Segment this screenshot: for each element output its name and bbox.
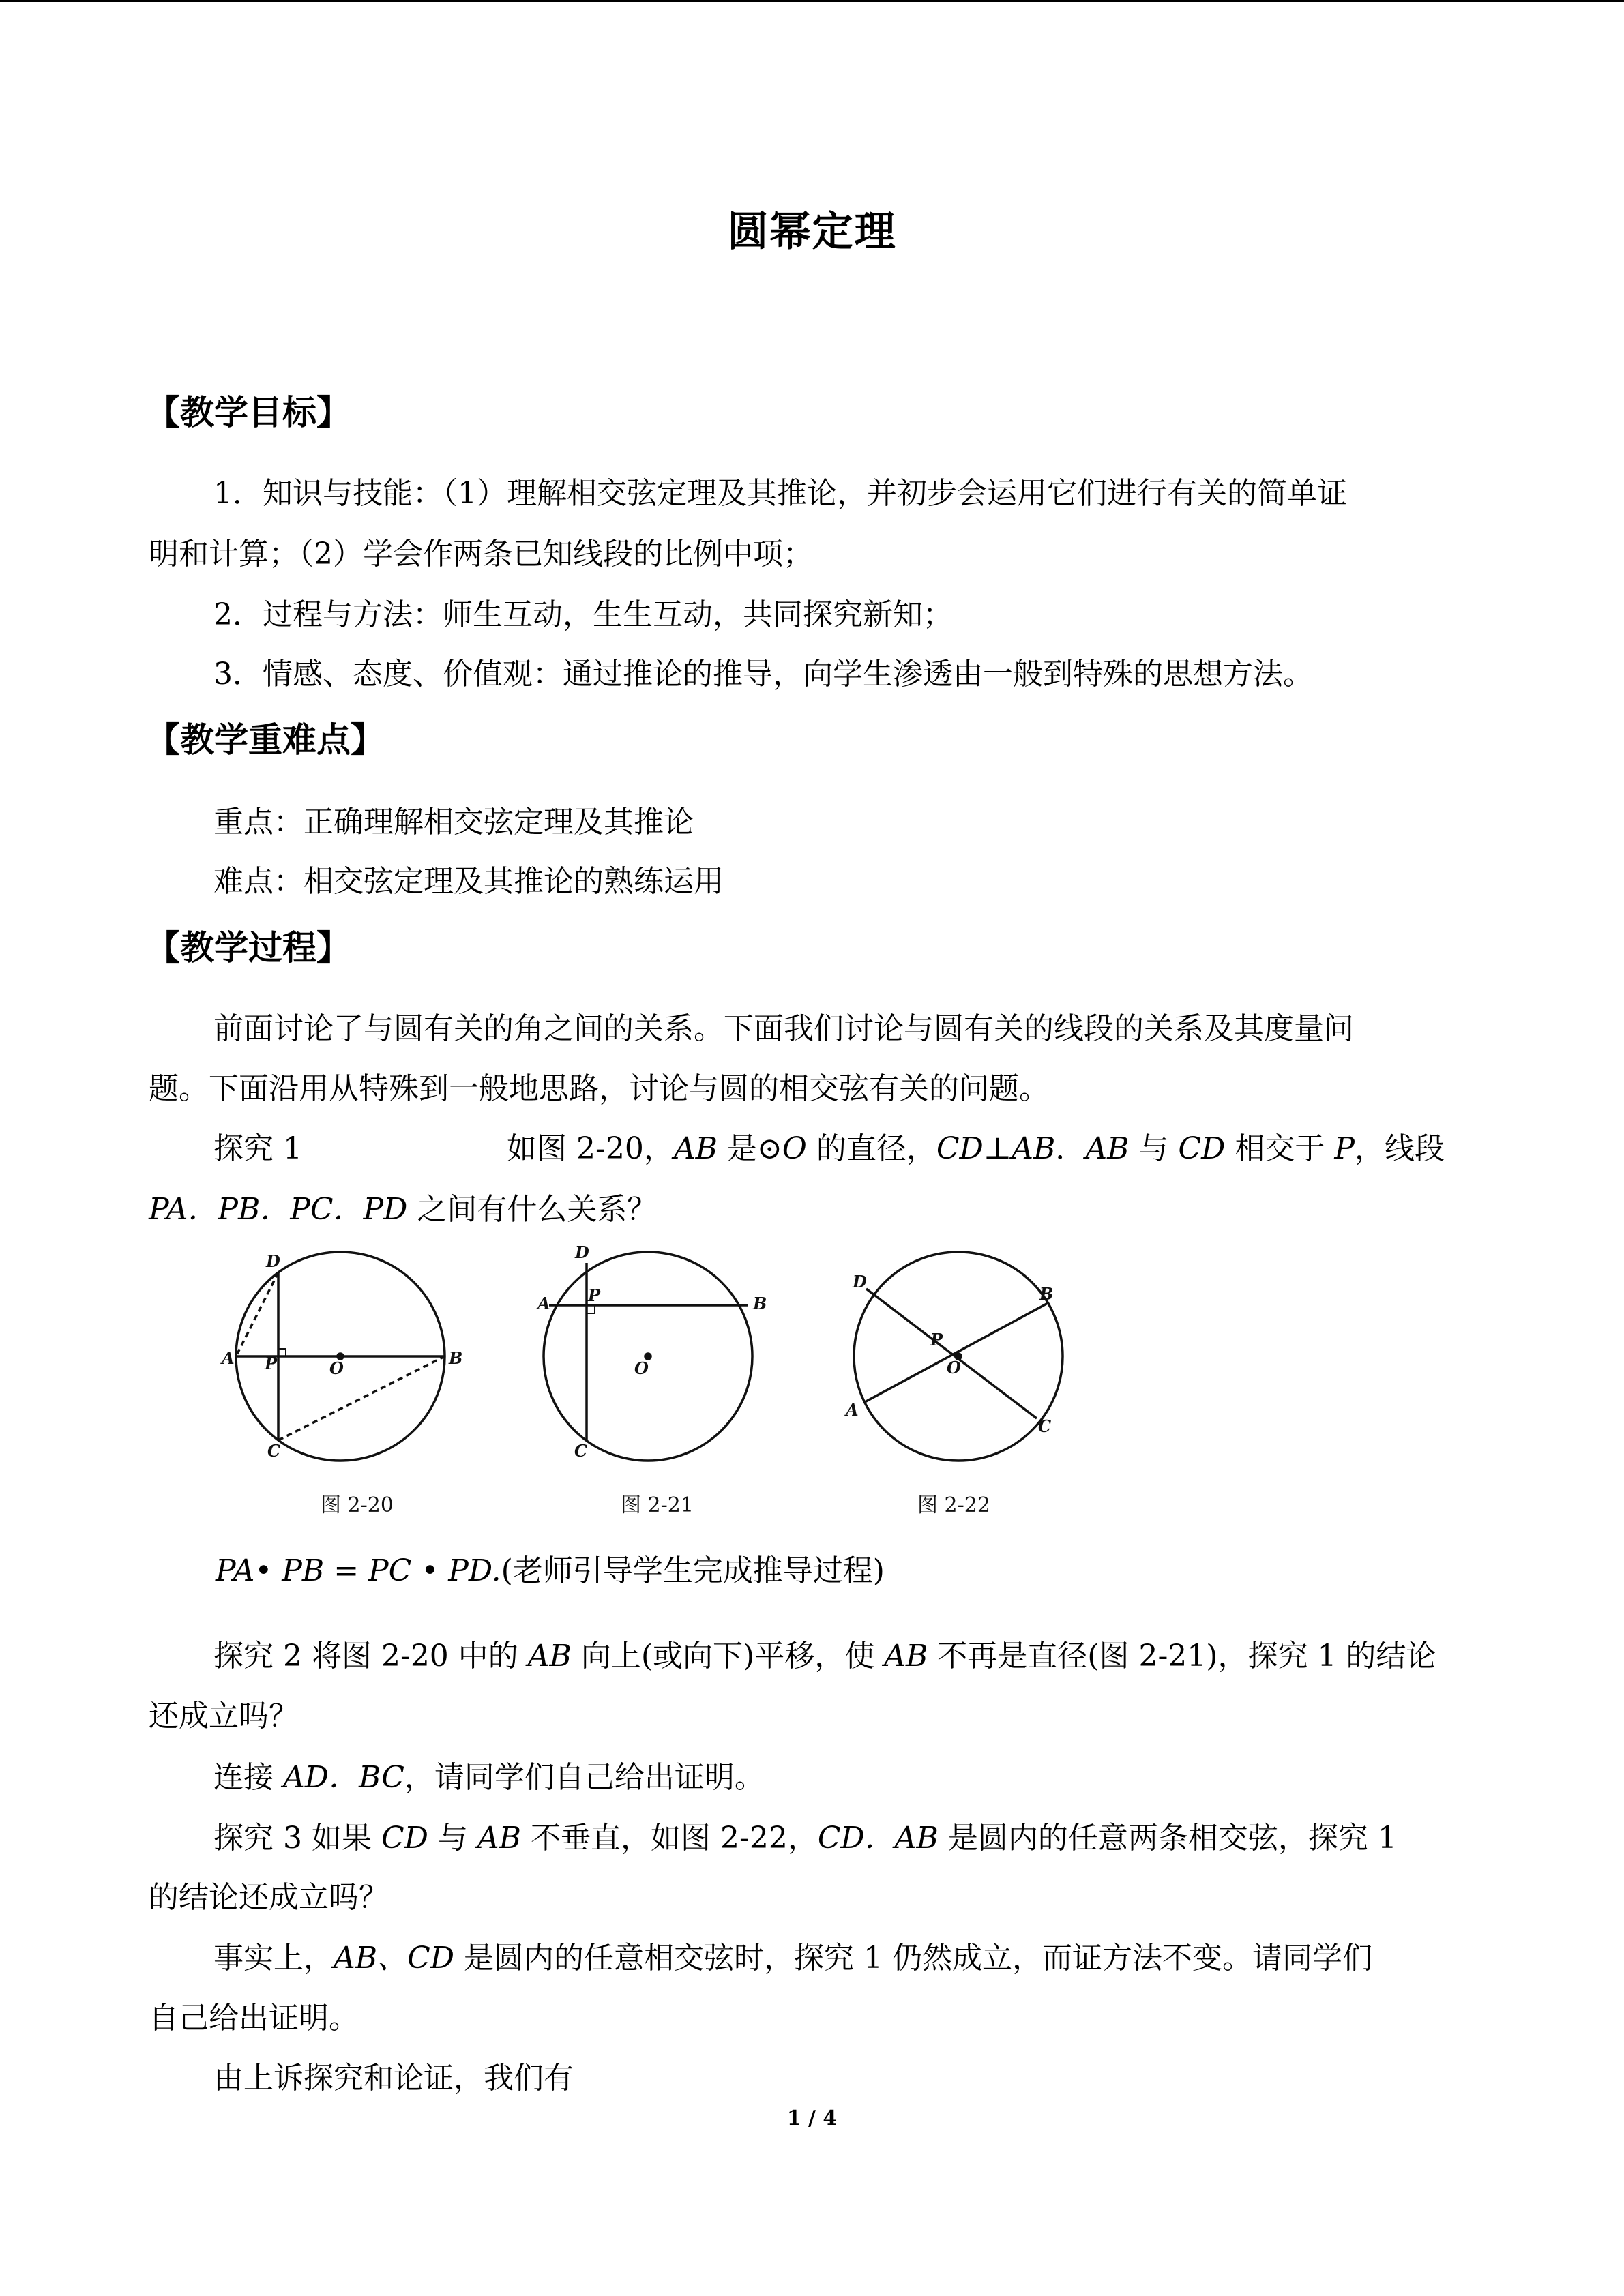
fig20-dashed-cb (278, 1356, 445, 1440)
difficult-point: 难点：相交弦定理及其推论的熟练运用 (213, 864, 724, 899)
connect-line: 连接 AD．BC，请同学们自己给出证明。 (213, 1760, 765, 1795)
fig22-label-o: O (947, 1358, 961, 1377)
top-border (0, 0, 1624, 2)
fig20-label-p: P (265, 1354, 278, 1373)
figure-row (205, 1234, 1105, 1521)
figure-2-21 (544, 1252, 752, 1461)
page-title: 圆幂定理 (727, 208, 897, 256)
caption-fig-2-21: 图 2-21 (621, 1493, 694, 1517)
fig21-label-o: O (634, 1358, 649, 1378)
fig22-label-b: B (1039, 1284, 1054, 1304)
fig20-dashed-ad (236, 1272, 278, 1356)
figures-svg (205, 1234, 1105, 1521)
fig21-label-c: C (574, 1441, 588, 1461)
goal-line-3: 3．情感、态度、价值观：通过推论的推导，向学生渗透由一般到特殊的思想方法。 (213, 657, 1313, 691)
fig21-right-angle (587, 1305, 595, 1313)
formula-note: (老师引导学生完成推导过程) (501, 1553, 885, 1588)
fig20-label-d: D (266, 1251, 280, 1271)
fig22-label-p: P (930, 1330, 943, 1350)
fact-line-1: 事实上，AB、CD 是圆内的任意相交弦时，探究 1 仍然成立，而证方法不变。请同学们 (213, 1941, 1373, 1976)
goal-line-1b: 明和计算；（2）学会作两条已知线段的比例中项； (149, 537, 813, 571)
explore-1-line-2: PA．PB．PC．PD 之间有什么关系？ (149, 1192, 658, 1227)
intro-line-2: 题。下面沿用从特殊到一般地思路，讨论与圆的相交弦有关的问题。 (149, 1071, 1049, 1106)
intro-line-1: 前面讨论了与圆有关的角之间的关系。下面我们讨论与圆有关的线段的关系及其度量问 (213, 1011, 1354, 1046)
explore-1-label: 探究 1 (213, 1131, 302, 1166)
fig22-label-a: A (846, 1400, 859, 1420)
formula-line (216, 1550, 885, 1592)
formula: PA• PB = PC • PD. (216, 1553, 501, 1588)
fig20-label-o: O (329, 1358, 344, 1378)
fig20-label-b: B (449, 1348, 463, 1368)
section-heading-goals: 【教学目标】 (146, 393, 351, 432)
section-heading-process: 【教学过程】 (146, 928, 351, 968)
fact-line-2: 自己给出证明。 (149, 2001, 359, 2036)
caption-fig-2-20: 图 2-20 (321, 1493, 394, 1517)
fig22-chord-ab (865, 1302, 1049, 1402)
explore-1-line-1: 探究 1 如图 2-20，AB 是⊙O 的直径，CD⊥AB．AB 与 CD 相交于 P，线段 (213, 1131, 1445, 1166)
figure-2-22 (854, 1252, 1063, 1461)
caption-fig-2-22: 图 2-22 (917, 1493, 990, 1517)
fig21-label-d: D (575, 1242, 589, 1262)
fig21-label-a: A (537, 1294, 550, 1313)
page-number: 1 / 4 (786, 2106, 838, 2130)
fig22-chord-dc (866, 1289, 1037, 1418)
explore-2-line-2: 还成立吗？ (149, 1699, 299, 1733)
key-point: 重点：正确理解相交弦定理及其推论 (213, 805, 694, 839)
section-heading-keypoints: 【教学重难点】 (146, 720, 385, 760)
goal-line-2: 2．过程与方法：师生互动，生生互动，共同探究新知； (213, 597, 953, 632)
fig21-label-p: P (588, 1285, 601, 1305)
fig21-label-b: B (753, 1294, 767, 1313)
explore-3-line-1: 探究 3 如果 CD 与 AB 不垂直，如图 2-22，CD．AB 是圆内的任意两条相交弦，探究 1 (213, 1821, 1397, 1855)
fig20-label-c: C (267, 1441, 281, 1461)
explore-2-line-1: 探究 2 将图 2-20 中的 AB 向上(或向下)平移，使 AB 不再是直径(图 2-21)，探究 1 的结论 (213, 1639, 1436, 1673)
fig20-label-a: A (222, 1348, 235, 1368)
explore-3-line-2: 的结论还成立吗？ (149, 1880, 389, 1915)
fig22-label-c: C (1038, 1416, 1052, 1436)
goal-line-1: 1．知识与技能：（1）理解相交弦定理及其推论，并初步会运用它们进行有关的简单证 (213, 476, 1347, 511)
fig22-label-d: D (853, 1272, 867, 1292)
conclusion-line: 由上诉探究和论证，我们有 (213, 2061, 574, 2096)
